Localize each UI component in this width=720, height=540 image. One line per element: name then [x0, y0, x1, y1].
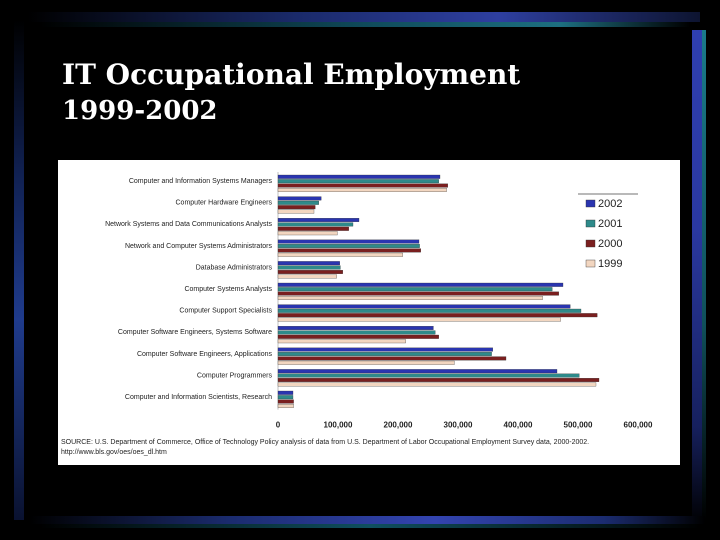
- bar-2002-0: [278, 175, 440, 179]
- slide-subtitle: 1999-2002: [62, 96, 218, 126]
- category-label: Computer Software Engineers, Systems Software: [117, 329, 272, 337]
- category-label: Computer Programmers: [196, 372, 272, 380]
- category-label: Computer Hardware Engineers: [175, 199, 272, 207]
- bar-1999-2: [278, 231, 337, 235]
- bar-2000-1: [278, 205, 315, 209]
- x-tick-label: 100,000: [323, 420, 353, 430]
- bar-2002-1: [278, 197, 321, 201]
- bar-1999-9: [278, 383, 596, 387]
- category-label: Network Systems and Data Communications Analysts: [105, 221, 272, 229]
- x-tick-label: 500,000: [563, 420, 593, 430]
- bar-2002-10: [278, 391, 293, 395]
- legend-label-2000: 2000: [598, 238, 623, 250]
- bar-1999-3: [278, 253, 403, 257]
- category-label: Network and Computer Systems Administrators: [124, 242, 272, 250]
- x-tick-label: 0: [275, 420, 281, 430]
- x-tick-label: 400,000: [503, 420, 533, 430]
- source-note: SOURCE: U.S. Department of Commerce, Office of Technology Policy analysis of data from U.S. Department of Labor Occupational Employment Survey data, 2000-2002. http://www.bls.gov/oes/oes_dl.htm: [61, 439, 590, 456]
- chart-svg: [58, 160, 680, 465]
- bar-2000-2: [278, 227, 349, 231]
- bar-1999-1: [278, 210, 314, 214]
- category-label: Computer Software Engineers, Applications: [136, 350, 272, 358]
- frame-right-bar: [692, 30, 702, 525]
- bar-2002-5: [278, 283, 563, 287]
- frame-right-bar-accent: [702, 30, 706, 520]
- legend-swatch-2002: [586, 200, 595, 207]
- bar-1999-10: [278, 404, 294, 408]
- slide-title: IT Occupational Employment: [62, 58, 521, 91]
- bar-2000-7: [278, 335, 439, 339]
- bar-2002-9: [278, 369, 557, 373]
- legend-swatch-2000: [586, 240, 595, 247]
- frame-top-bar: [28, 12, 700, 22]
- bar-2001-2: [278, 223, 353, 227]
- bar-2001-4: [278, 266, 340, 270]
- bar-1999-7: [278, 339, 406, 343]
- frame-bottom-bar-accent: [40, 524, 700, 528]
- bar-2000-4: [278, 270, 343, 274]
- bar-1999-5: [278, 296, 543, 300]
- bar-2000-5: [278, 292, 559, 296]
- bar-2001-5: [278, 287, 552, 291]
- bar-2001-1: [278, 201, 319, 205]
- x-tick-label: 600,000: [623, 420, 653, 430]
- frame-bottom-bar: [30, 516, 705, 524]
- legend: [578, 194, 638, 270]
- bar-2000-9: [278, 378, 599, 382]
- x-tick-label: 300,000: [443, 420, 473, 430]
- category-labels: [105, 178, 272, 401]
- bar-1999-8: [278, 361, 454, 365]
- legend-label-2001: 2001: [598, 218, 623, 230]
- legend-swatch-2001: [586, 220, 595, 227]
- bar-2001-10: [278, 395, 293, 399]
- bar-2002-2: [278, 218, 359, 222]
- frame-top-bar-accent: [40, 22, 690, 27]
- bar-2002-4: [278, 261, 340, 265]
- bar-2002-7: [278, 326, 433, 330]
- category-label: Database Administrators: [195, 264, 272, 272]
- bar-2000-3: [278, 249, 421, 253]
- bar-2001-0: [278, 179, 439, 183]
- bar-2001-8: [278, 352, 492, 356]
- bar-2002-6: [278, 305, 570, 309]
- bar-1999-6: [278, 318, 561, 322]
- bar-2001-9: [278, 374, 579, 378]
- bar-2000-6: [278, 313, 597, 317]
- legend-label-1999: 1999: [598, 258, 623, 270]
- x-tick-label: 200,000: [383, 420, 413, 430]
- bar-2002-3: [278, 240, 419, 244]
- category-label: Computer and Information Scientists, Research: [124, 394, 272, 401]
- x-axis-ticks: [276, 421, 653, 430]
- bar-2000-8: [278, 357, 506, 361]
- legend-swatch-1999: [586, 260, 595, 267]
- frame-left-bar: [14, 20, 24, 520]
- bar-2002-8: [278, 348, 493, 352]
- bar-2001-6: [278, 309, 581, 313]
- category-label: Computer Support Specialists: [179, 307, 272, 315]
- bar-1999-4: [278, 275, 337, 279]
- bar-1999-0: [278, 188, 447, 192]
- chart-bars: [278, 175, 599, 408]
- legend-label-2002: 2002: [598, 198, 623, 210]
- employment-chart: [58, 160, 680, 465]
- bar-2001-7: [278, 331, 435, 335]
- bar-2000-10: [278, 400, 294, 404]
- category-label: Computer Systems Analysts: [184, 286, 272, 293]
- category-label: Computer and Information Systems Managers: [128, 178, 272, 185]
- bar-2000-0: [278, 184, 448, 188]
- bar-2001-3: [278, 244, 420, 248]
